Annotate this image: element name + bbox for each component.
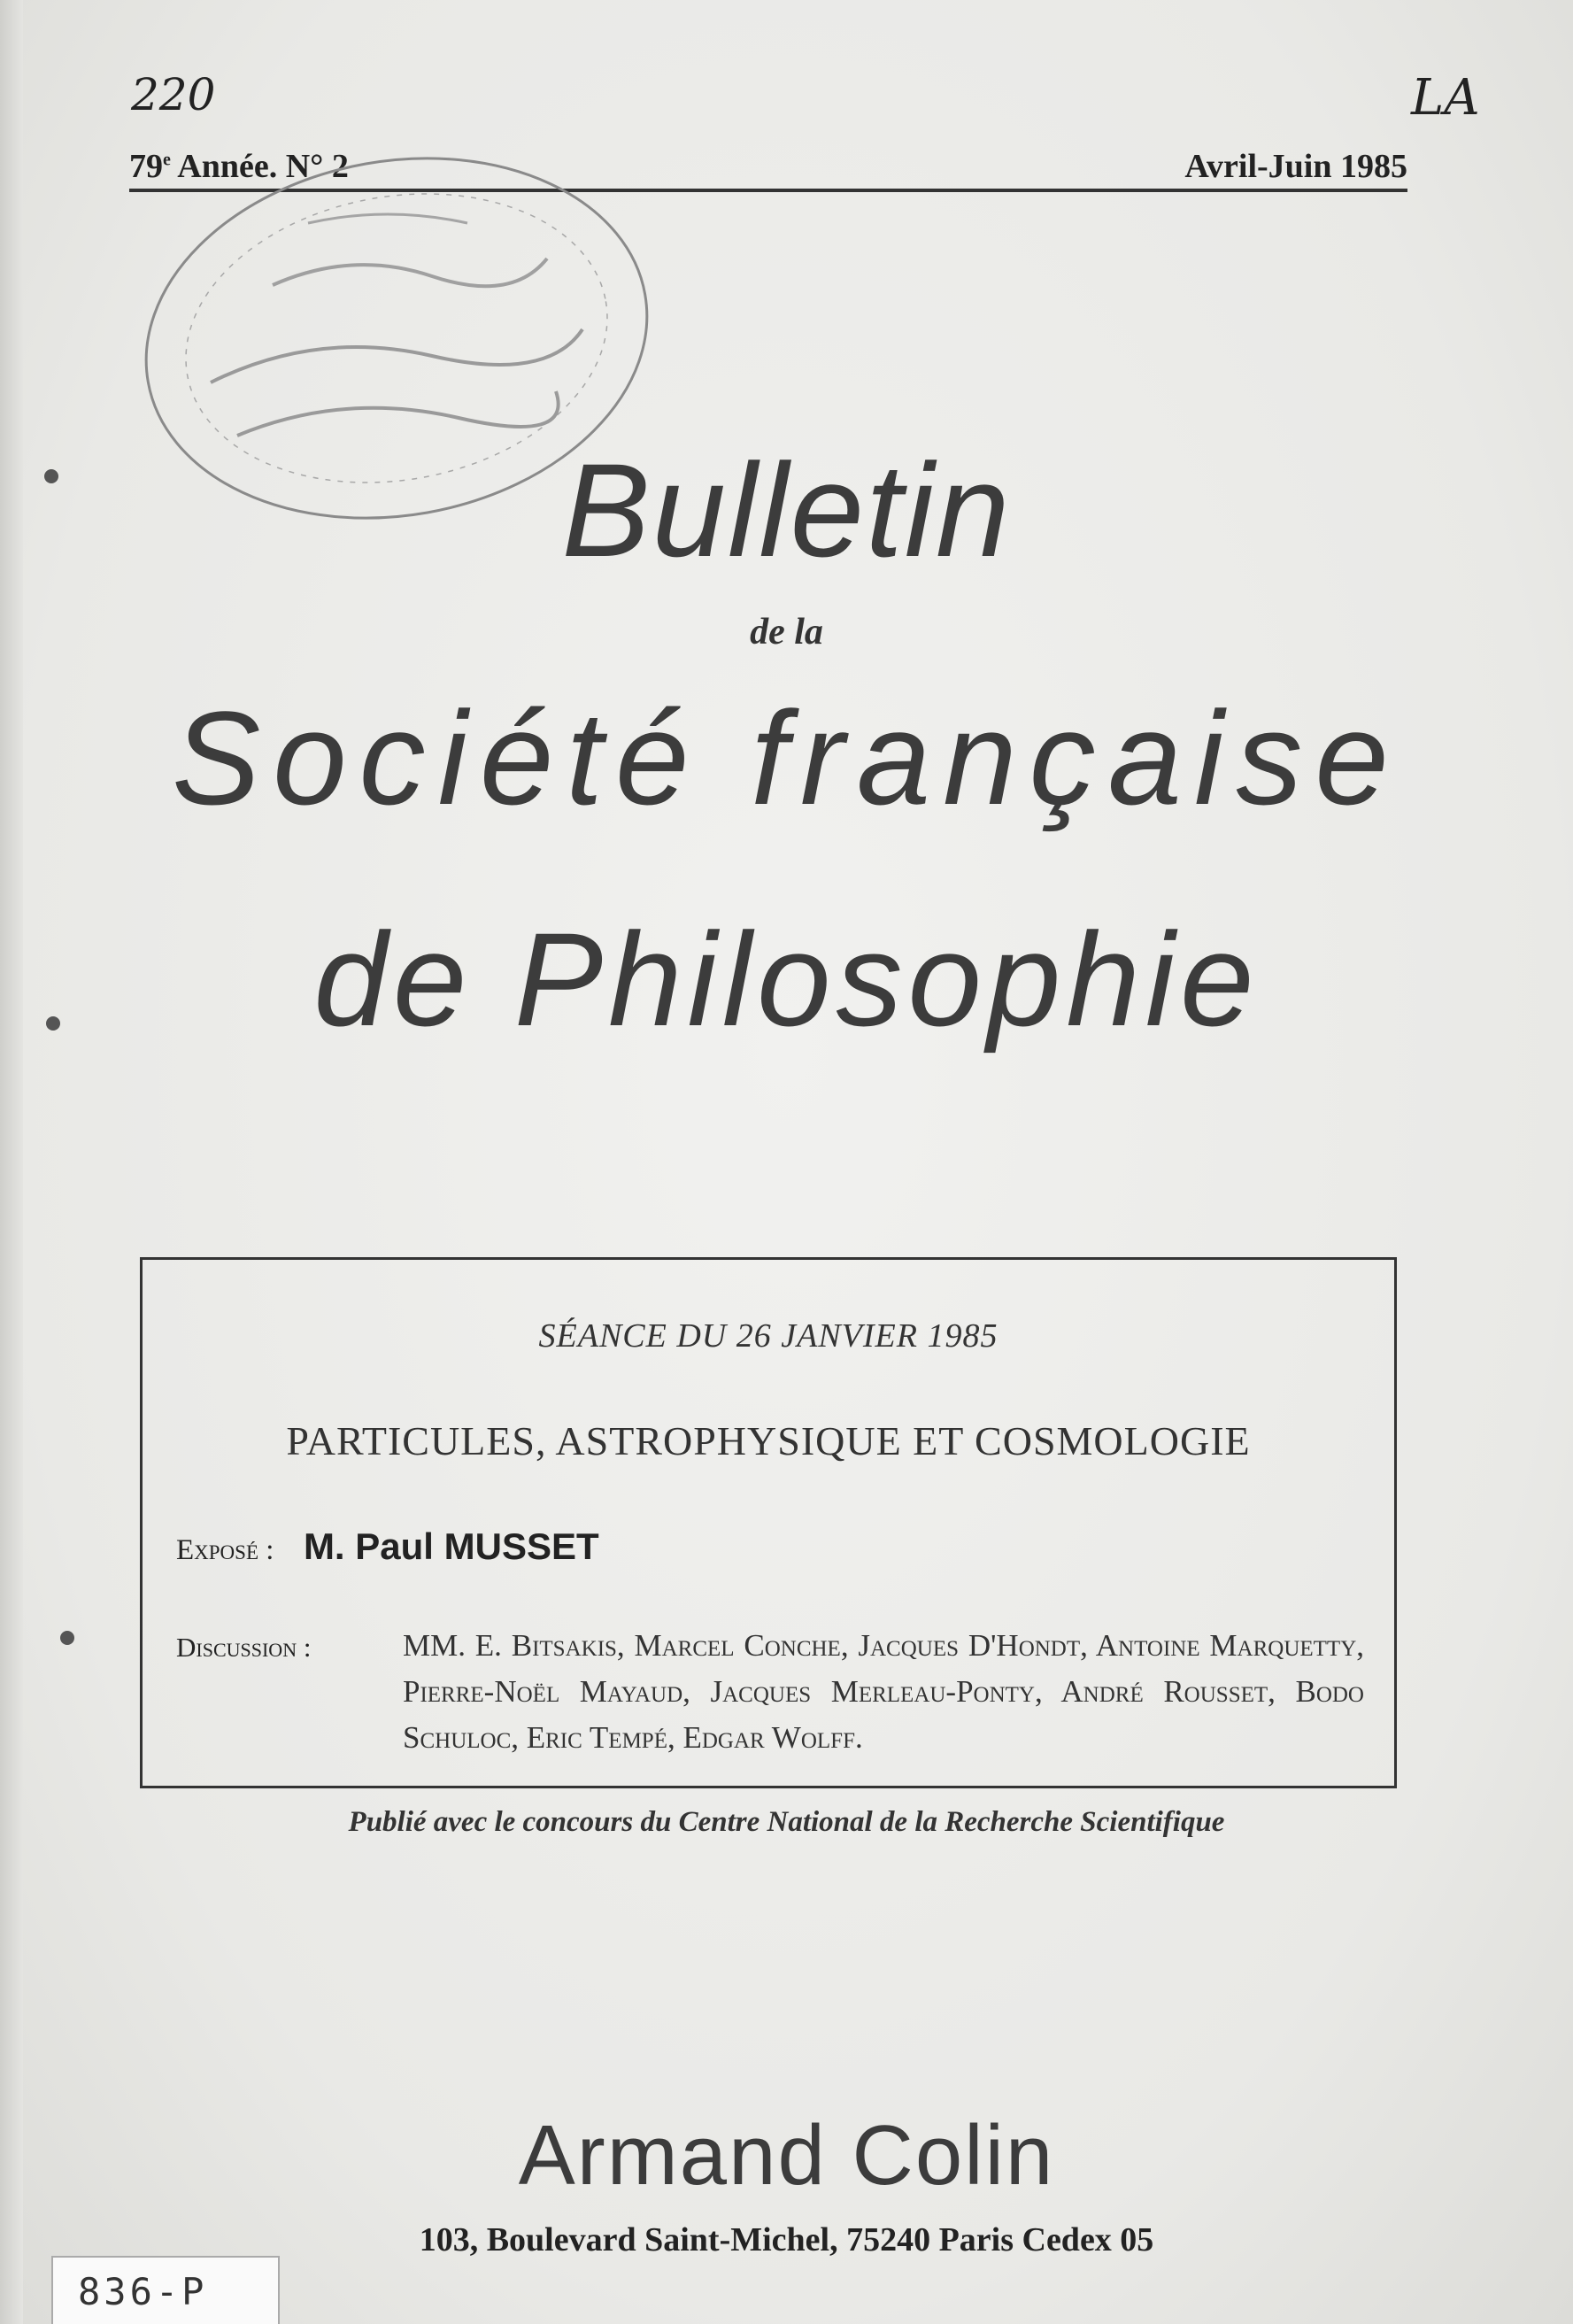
session-subject: PARTICULES, ASTROPHYSIQUE ET COSMOLOGIE xyxy=(286,1418,1251,1463)
expose-label: Exposé : xyxy=(176,1534,274,1566)
discussion-participants: MM. E. Bitsakis, Marcel Conche, Jacques D'Hondt, Antoine Marquetty, Pierre-Noël Mayaud, Jacques Merleau-Ponty, André Rousset, Bodo Schuloc, Eric Tempé, Edgar Wolff. xyxy=(403,1628,1364,1755)
cnrs-credit: Publié avec le concours du Centre National de la Recherche Scientifique xyxy=(348,1806,1225,1838)
library-call-label xyxy=(51,2256,280,2324)
issue-number: 79e Année. N° 2 xyxy=(129,148,349,185)
discussion-label: Discussion : xyxy=(176,1632,312,1663)
publisher-name: Armand Colin xyxy=(518,2108,1055,2203)
binding-hole xyxy=(60,1631,74,1645)
handwritten-number: 220 xyxy=(131,69,216,120)
title-de-la: de la xyxy=(750,612,823,652)
handwritten-initials: LA xyxy=(1411,69,1480,127)
seance-date: SÉANCE DU 26 JANVIER 1985 xyxy=(538,1317,999,1355)
title-bulletin: Bulletin xyxy=(561,436,1012,584)
expose-speaker: M. Paul MUSSET xyxy=(303,1525,599,1567)
title-societe-francaise: Société française xyxy=(172,683,1401,832)
binding-edge xyxy=(0,0,23,2324)
call-number: 836-P xyxy=(78,2270,208,2313)
session-box xyxy=(140,1257,1397,1788)
issue-date: Avril-Juin 1985 xyxy=(1184,148,1407,185)
title-de-philosophie: de Philosophie xyxy=(313,905,1260,1054)
publisher-address: 103, Boulevard Saint-Michel, 75240 Paris Cedex 05 xyxy=(419,2221,1154,2258)
expose-line xyxy=(176,1525,599,1568)
